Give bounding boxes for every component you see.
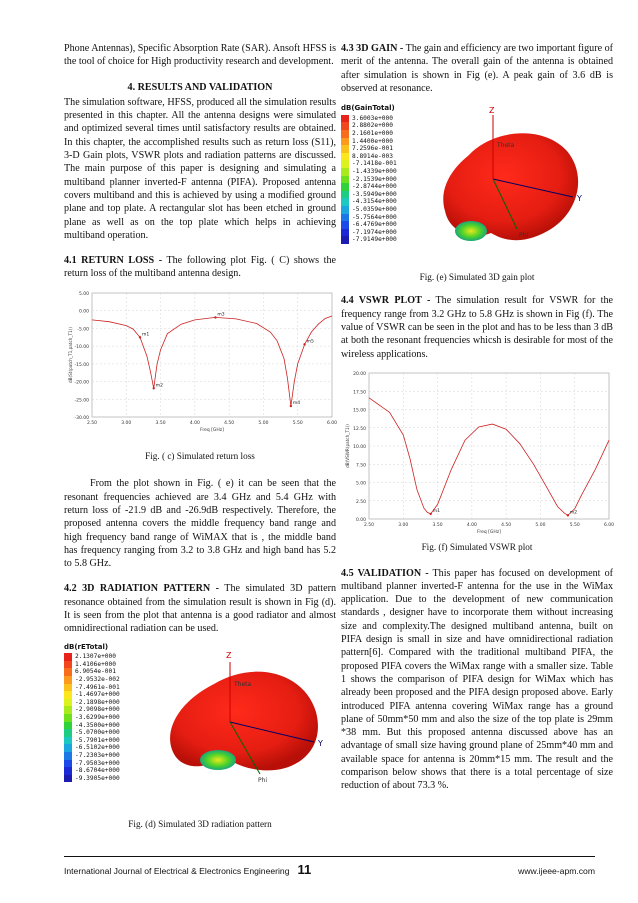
y-tick-label: 0.00 <box>355 517 366 523</box>
y-tick-label: -25.00 <box>74 398 89 404</box>
page-footer <box>64 862 595 877</box>
legend-value: -5.7564e+000 <box>352 213 397 221</box>
x-tick-label: 3.00 <box>121 420 132 426</box>
y-tick-label: 2.50 <box>355 499 366 505</box>
y-tick-label: 17.50 <box>353 390 366 396</box>
legend-value: -7.2303e+000 <box>75 751 120 759</box>
legend-value: -7.4961e-001 <box>75 683 120 691</box>
x-tick-label: 4.50 <box>501 522 512 528</box>
section-4-5-body: This paper has focused on development of multiband planner inverted-F antenna for the use in the WiMax application. Due to the development of new communication standards , designer have to incorporate them without increasing size and complexity.The designed multiband antenna, built on PIFA design is small in size and have omnidirectional radiation pattern[6]. Compared with the traditional multiband PIFA, the proposed PIFA covers the WiMax range with a smaller size. Table 1 shows the comparison of PIFA design for WiMax which has already been proposed and the PIFA design proposed above. Early introduced PIFA antenna covering WiMax range has a ground plane of 50mm*50 mm and also the size of the top plate is 29mm *38 mm. But this proposed antenna discussed above has an advantage of small size having ground plane of 25mm*40 mm and available space for antenna is 20mm*15 mm. The result and the comparison below shows that there is a total percentage of size reduction of about 73.3 %. <box>341 567 613 792</box>
x-tick-label: 6.00 <box>603 522 615 528</box>
axis-phi-label: Phi <box>258 776 268 784</box>
x-tick-label: 5.00 <box>535 522 546 528</box>
section-4-5-heading: 4.5 VALIDATION - <box>341 567 429 579</box>
legend-value: -2.1539e+000 <box>352 175 397 183</box>
footer-journal <box>64 862 311 877</box>
legend-value: -2.9098e+000 <box>75 706 120 714</box>
legend-value: 8.8914e-003 <box>352 152 393 160</box>
gain-axis-z-label: Z <box>489 106 495 116</box>
y-axis-label: dB(St(patch_T1,patch_T1)) <box>68 326 73 383</box>
legend-value: -5.0359e+000 <box>352 205 397 213</box>
x-tick-label: 5.00 <box>258 420 269 426</box>
y-tick-label: -5.00 <box>77 327 89 333</box>
return-loss-chart <box>64 287 336 432</box>
axis-z-label: Z <box>226 650 232 660</box>
section-4-4-heading: 4.4 VSWR PLOT - <box>341 295 431 307</box>
legend-value: -7.1974e+000 <box>352 228 397 236</box>
y-axis-label: dB(VSWR(patch_T1)) <box>345 424 350 468</box>
after-figure-c-paragraph: From the plot shown in Fig. ( e) it can be seen that the resonant frequencies achieved are 3.4 GHz and 5.4 GHz with return loss of -21.9 dB and -26.9dB respectively. Therefore, the proposed antenna covers the middle frequency band range and high frequency band range of WiMAX that is , the middle band has frequency ranging from 3.2 to 3.8 GHz and high band has 5.2 to 5.8 GHz. <box>64 478 336 570</box>
x-tick-label: 4.00 <box>189 420 200 426</box>
y-tick-label: 12.50 <box>353 426 366 432</box>
footer-url[interactable]: www.ijeee-apm.com <box>518 866 595 876</box>
legend-value: -2.9532e-002 <box>75 675 120 683</box>
legend-value: 2.8802e+000 <box>352 122 393 130</box>
legend-value: -8.6704e+000 <box>75 767 120 775</box>
radiation-pattern-3d <box>64 642 336 812</box>
legend-value: 7.2596e-001 <box>352 145 393 153</box>
data-marker <box>303 343 305 345</box>
figure-f-caption: Fig. (f) Simulated VSWR plot <box>421 542 533 553</box>
figure-c <box>64 287 336 464</box>
legend-value: -4.3500e+000 <box>75 721 120 729</box>
marker-label: m4 <box>292 400 301 406</box>
plot-area <box>92 293 332 417</box>
legend-value: -5.7901e+000 <box>75 736 120 744</box>
gain-3d-plot <box>341 101 613 261</box>
section-4-2-paragraph <box>64 582 336 635</box>
legend-value: -7.1418e-001 <box>352 160 397 168</box>
section-4-body: The simulation software, HFSS, produced all the simulation results presented in this chapter. All the antenna designs were simulated and optimized several times until satisfactory results are obtained. In this chapter, the accomplished results such as return loss (S11), 3-D Gain plots, VSWR plots and radiation patterns are discussed. The main purpose of this paper is designing and simulating a multiband planner inverted-F antenna (PIFA). Proposed antenna covers multiband and this is achieved by using a modified ground plane and top plate. A rectangular slot has been etched in ground plane as well as on the top plate which helps in achieving multiband operation. <box>64 96 336 241</box>
right-column <box>341 42 613 793</box>
data-marker <box>214 316 216 318</box>
legend-value: -4.3154e+000 <box>352 198 397 206</box>
y-tick-label: -15.00 <box>74 362 89 368</box>
legend-value: 2.1307e+000 <box>75 653 116 661</box>
figure-f <box>341 367 613 555</box>
y-tick-label: 15.00 <box>353 408 366 414</box>
x-tick-label: 5.50 <box>292 420 303 426</box>
legend-value: -2.1898e+000 <box>75 698 120 706</box>
y-tick-label: 0.00 <box>78 309 89 315</box>
data-marker <box>567 514 569 516</box>
legend-value: -9.3905e+000 <box>75 774 120 782</box>
marker-label: m2 <box>155 383 163 389</box>
y-tick-label: 7.50 <box>355 463 366 469</box>
marker-label: m5 <box>306 339 314 345</box>
x-tick-label: 6.00 <box>326 420 338 426</box>
data-marker <box>290 405 292 407</box>
left-column <box>64 42 336 831</box>
section-4-3-heading: 4.3 3D GAIN - <box>341 43 404 54</box>
axis-y-label: Y <box>318 738 323 748</box>
vswr-chart <box>341 367 613 535</box>
legend-value: -7.9503e+000 <box>75 759 120 767</box>
legend-value: 6.9054e-001 <box>75 668 116 676</box>
figure-c-caption: Fig. ( c) Simulated return loss <box>145 451 255 462</box>
legend-value: 2.1601e+000 <box>352 129 393 137</box>
footer-journal-name: International Journal of Electrical & Electronics Engineering <box>64 866 290 876</box>
legend-value: 1.4106e+000 <box>75 660 116 668</box>
legend-value: 3.6003e+000 <box>352 114 393 122</box>
x-tick-label: 2.50 <box>86 420 98 426</box>
gain-lobe-base <box>455 221 487 241</box>
data-marker <box>153 387 155 389</box>
y-tick-label: 5.00 <box>78 291 89 297</box>
x-axis-label: Freq [GHz] <box>200 427 224 433</box>
legend-value: -6.4769e+000 <box>352 221 397 229</box>
section-4-1-paragraph <box>64 254 336 281</box>
marker-label: m2 <box>569 510 578 516</box>
y-tick-label: 10.00 <box>353 444 366 450</box>
section-4-3-paragraph <box>341 42 613 95</box>
gain-axis-y-label: Y <box>577 194 582 204</box>
gain-axis-phi-label: Phi <box>519 232 529 240</box>
figure-d-caption: Fig. (d) Simulated 3D radiation pattern <box>128 818 272 829</box>
legend-value: -6.5102e+000 <box>75 744 120 752</box>
figure-e <box>341 101 613 261</box>
marker-label: m1 <box>142 332 150 338</box>
x-tick-label: 3.00 <box>398 522 409 528</box>
legend-value: -3.5949e+000 <box>352 190 397 198</box>
data-marker <box>139 336 141 338</box>
section-4-1-heading: 4.1 RETURN LOSS - <box>64 255 163 267</box>
section-4-2-heading: 4.2 3D RADIATION PATTERN - <box>64 583 220 595</box>
section-4-4-paragraph <box>341 294 613 360</box>
figure-d <box>64 642 336 812</box>
marker-label: m3 <box>217 312 225 318</box>
section-4-1-body: The following plot Fig. ( C) shows the return loss of the multiband antenna design. <box>64 255 336 280</box>
gain-axis-theta-label: Theta <box>497 142 515 150</box>
x-tick-label: 3.50 <box>432 522 443 528</box>
legend-value: -5.0700e+000 <box>75 729 120 737</box>
legend-value: -1.4697e+000 <box>75 691 120 699</box>
legend-value: -3.6299e+000 <box>75 713 120 721</box>
marker-label: m1 <box>432 508 440 514</box>
legend-value: -2.8744e+000 <box>352 183 397 191</box>
y-tick-label: -10.00 <box>74 344 89 350</box>
section-4-3-body: The gain and efficiency are two important figure of merit of the antenna. The overall gain of the antenna is obtained after simulation is shown in Fig (e). A peak gain of 3.6 dB is observed at resonance. <box>341 43 613 94</box>
legend-value: -7.9149e+000 <box>352 236 397 244</box>
x-axis-label: Freq [GHz] <box>477 529 501 535</box>
x-tick-label: 3.50 <box>155 420 166 426</box>
x-tick-label: 4.00 <box>466 522 477 528</box>
section-4-2-body: The simulated 3D pattern resonance obtained from the simulation result is shown in Fig (d). It is seen from the plot that antenna is a good radiator and almost omnidirectional radiation can be used. <box>64 583 336 635</box>
legend-value: 1.4400e+000 <box>352 137 393 145</box>
section-4-5-paragraph <box>341 567 613 793</box>
legend-value: -1.4339e+000 <box>352 167 397 175</box>
intro-paragraph: Phone Antennas), Specific Absorption Rate (SAR). Ansoft HFSS is the tool of choice for High productivity research and development. <box>64 43 336 68</box>
footer-rule <box>64 856 595 857</box>
axis-theta-label: Theta <box>234 680 252 688</box>
radiation-legend-title: dB(rETotal) <box>64 642 109 651</box>
x-tick-label: 5.50 <box>569 522 580 528</box>
section-4-4-body: The simulation result for VSWR for the frequency range from 3.2 GHz to 5.8 GHz is shown in Fig (f). The value of VSWR can be seen in the plot and has to be less than 3 dB at both the resonant frequencies whicsh is desirable for most of the wireless applications. <box>341 295 613 360</box>
y-tick-label: -20.00 <box>74 380 89 386</box>
x-tick-label: 2.50 <box>363 522 375 528</box>
gain-legend-title: dB(GainTotal) <box>341 104 395 113</box>
y-tick-label: 5.00 <box>355 481 366 487</box>
footer-page-number: 11 <box>297 862 312 877</box>
y-tick-label: 20.00 <box>353 371 366 377</box>
x-tick-label: 4.50 <box>224 420 235 426</box>
radiation-lobe-base <box>200 750 236 770</box>
figure-e-caption: Fig. (e) Simulated 3D gain plot <box>419 272 535 283</box>
y-tick-label: -30.00 <box>74 415 89 421</box>
section-4-title: 4. RESULTS AND VALIDATION <box>127 81 273 93</box>
data-marker <box>430 513 432 515</box>
